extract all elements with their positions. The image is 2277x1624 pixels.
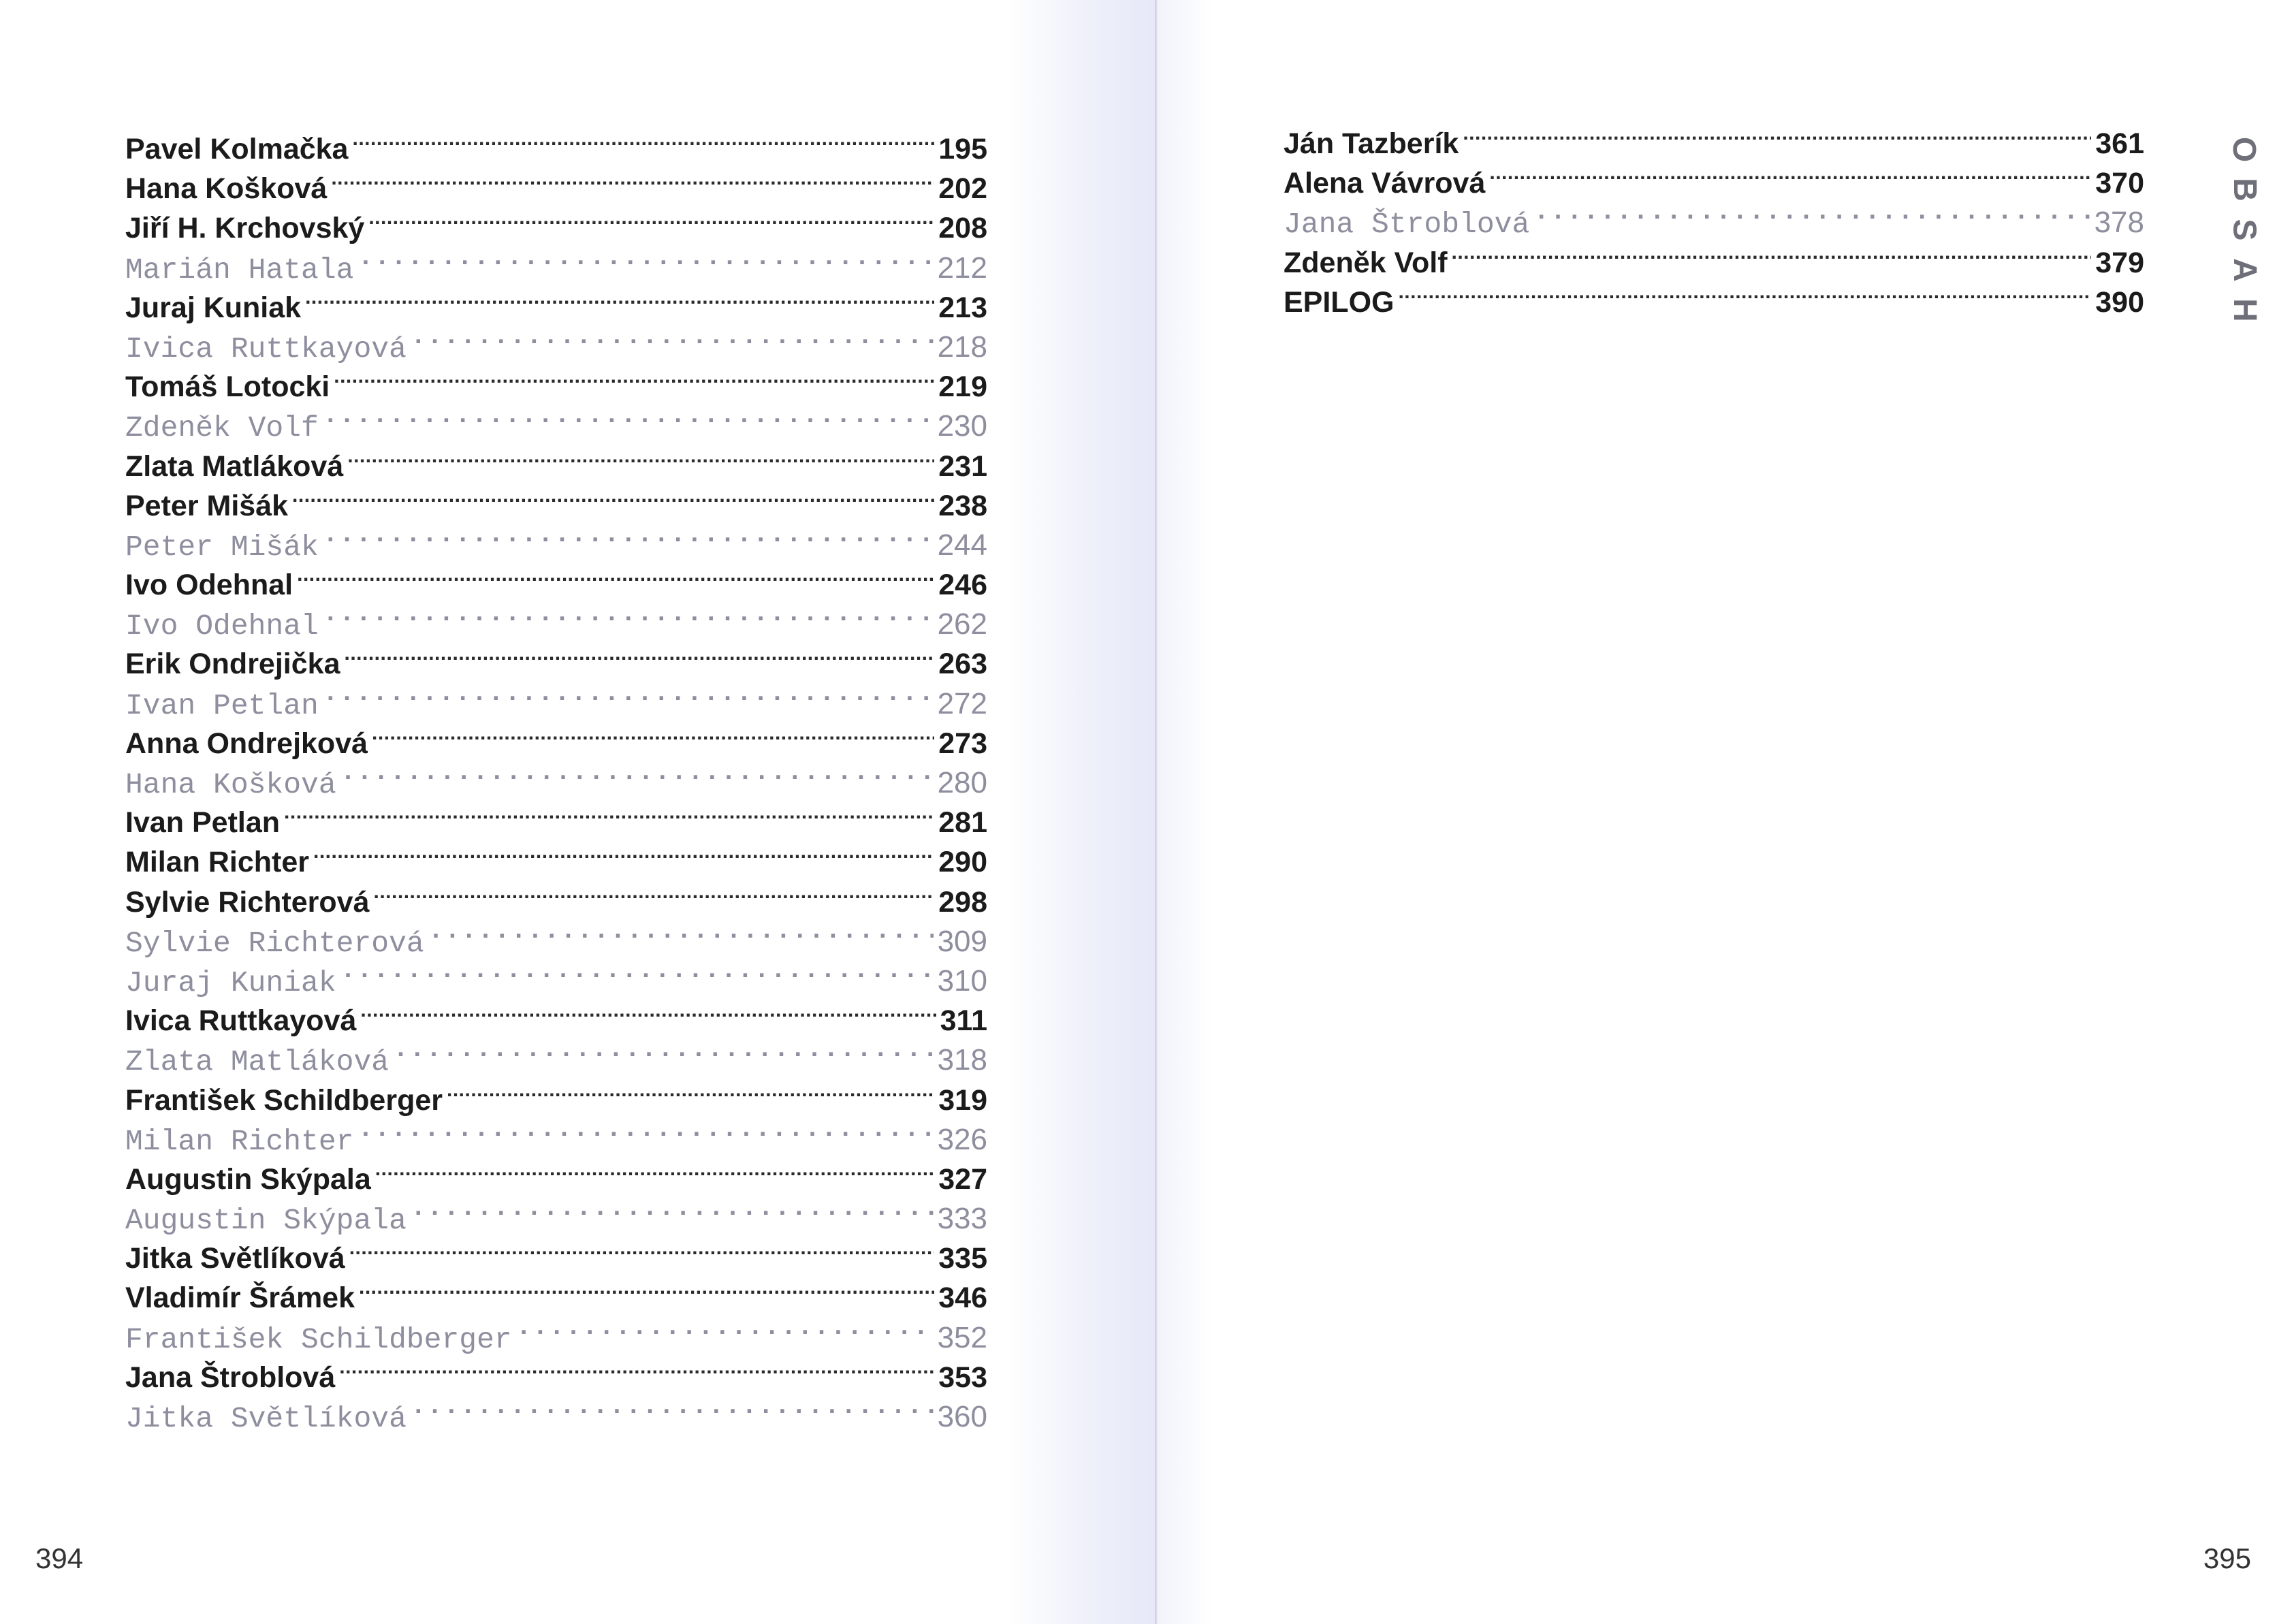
toc-entry-name: Marián Hatala — [125, 253, 354, 287]
toc-list-left — [125, 129, 987, 1437]
toc-entry-page-number: 195 — [938, 133, 987, 165]
toc-entry-page-number: 238 — [938, 489, 987, 522]
dot-leader — [347, 447, 934, 476]
dot-leader — [357, 1120, 933, 1149]
toc-entry — [125, 684, 987, 724]
toc-entry — [125, 367, 987, 407]
dot-leader — [323, 407, 934, 436]
toc-entry-name: EPILOG — [1284, 285, 1395, 319]
toc-entry — [125, 882, 987, 922]
toc-list-right — [1284, 124, 2144, 322]
toc-entry-name: Ivan Petlan — [125, 806, 281, 840]
toc-entry-page-number: 379 — [2095, 246, 2144, 279]
toc-entry-page-number: 378 — [2094, 206, 2144, 240]
title-letter: O — [2226, 136, 2263, 163]
toc-entry-name: Zdeněk Volf — [125, 411, 319, 445]
toc-entry-name: Augustin Skýpala — [125, 1162, 371, 1196]
dot-leader — [331, 169, 934, 198]
section-title-obsah — [2224, 129, 2265, 330]
toc-entry-name: Ivo Odehnal — [125, 569, 293, 602]
toc-entry — [125, 328, 987, 367]
toc-entry-page-number: 370 — [2095, 167, 2144, 200]
toc-entry-name: František Schildberger — [125, 1322, 512, 1356]
toc-entry-name: Ivan Petlan — [125, 688, 319, 722]
toc-entry — [125, 922, 987, 961]
dot-leader — [375, 1160, 934, 1189]
gutter-shadow — [1008, 0, 1158, 1624]
dot-leader — [411, 328, 934, 357]
toc-entry-page-number: 352 — [937, 1320, 987, 1354]
title-letter: H — [2226, 298, 2263, 322]
gutter-shadow — [1158, 0, 1212, 1624]
toc-entry-page-number: 230 — [937, 409, 987, 443]
toc-entry-name: Anna Ondrejková — [125, 727, 368, 760]
toc-entry-name: František Schildberger — [125, 1083, 443, 1117]
dot-leader — [292, 486, 934, 515]
toc-entry — [125, 724, 987, 763]
toc-entry-name: Erik Ondrejička — [125, 648, 340, 681]
dot-leader — [323, 526, 934, 555]
toc-entry-page-number: 318 — [937, 1043, 987, 1077]
toc-entry-page-number: 327 — [938, 1162, 987, 1196]
toc-entry-name: Ivo Odehnal — [125, 609, 319, 643]
toc-entry — [125, 1278, 987, 1318]
toc-entry — [125, 1001, 987, 1040]
dot-leader — [339, 1358, 934, 1387]
toc-entry — [125, 842, 987, 882]
toc-entry-name: Hana Košková — [125, 172, 328, 206]
toc-entry — [1284, 163, 2144, 203]
toc-entry — [125, 1358, 987, 1397]
toc-entry-name: Peter Mišák — [125, 489, 289, 522]
dot-leader — [352, 129, 934, 159]
dot-leader — [323, 684, 934, 714]
toc-entry-page-number: 390 — [2095, 285, 2144, 319]
toc-entry-page-number: 333 — [937, 1202, 987, 1236]
dot-leader — [323, 605, 934, 634]
toc-entry-name: Tomáš Lotocki — [125, 370, 330, 404]
toc-entry-page-number: 346 — [938, 1281, 987, 1315]
title-letter: S — [2226, 219, 2263, 241]
right-page — [1158, 0, 2277, 1624]
toc-entry — [125, 486, 987, 526]
toc-entry-page-number: 262 — [937, 607, 987, 641]
toc-entry — [125, 565, 987, 605]
toc-entry-name: Peter Mišák — [125, 530, 319, 564]
page-number-right: 395 — [2203, 1542, 2251, 1574]
toc-entry-name: Sylvie Richterová — [125, 926, 424, 960]
toc-entry-page-number: 311 — [940, 1004, 987, 1038]
toc-entry-name: Augustin Skýpala — [125, 1204, 407, 1238]
dot-leader — [374, 882, 935, 912]
dot-leader — [359, 1278, 934, 1307]
dot-leader — [345, 644, 935, 673]
toc-entry — [125, 803, 987, 842]
dot-leader — [305, 288, 934, 317]
toc-entry — [125, 288, 987, 328]
toc-entry-name: Juraj Kuniak — [125, 291, 302, 324]
toc-entry-page-number: 298 — [938, 885, 987, 919]
toc-entry — [125, 407, 987, 446]
toc-entry — [125, 961, 987, 1001]
toc-entry-name: Milan Richter — [125, 846, 309, 879]
dot-leader — [360, 1001, 936, 1030]
toc-entry-page-number: 231 — [938, 449, 987, 483]
toc-entry-name: Alena Vávrová — [1284, 167, 1486, 200]
dot-leader — [1452, 243, 2092, 272]
toc-entry — [125, 1318, 987, 1358]
toc-entry — [125, 605, 987, 644]
toc-entry-name: Juraj Kuniak — [125, 966, 336, 1000]
toc-entry-name: Zdeněk Volf — [1284, 246, 1448, 279]
toc-entry-name: Milan Richter — [125, 1124, 354, 1158]
toc-entry — [1284, 124, 2144, 163]
toc-entry-page-number: 326 — [937, 1122, 987, 1156]
toc-entry — [1284, 243, 2144, 283]
toc-entry — [125, 1160, 987, 1199]
toc-entry-name: Vladimír Šrámek — [125, 1281, 355, 1315]
toc-entry-name: Ivica Ruttkayová — [125, 332, 407, 366]
toc-entry-page-number: 335 — [938, 1242, 987, 1275]
title-letter: A — [2226, 258, 2263, 282]
toc-entry-name: Jana Štroblová — [1284, 208, 1530, 242]
toc-entry-name: Jitka Světlíková — [125, 1242, 345, 1275]
toc-entry-page-number: 202 — [938, 172, 987, 206]
toc-entry-name: Zlata Matláková — [125, 1045, 389, 1079]
dot-leader — [334, 367, 934, 396]
dot-leader — [516, 1318, 934, 1348]
toc-entry-page-number: 208 — [938, 212, 987, 245]
title-letter: B — [2226, 178, 2263, 202]
toc-entry-name: Ivica Ruttkayová — [125, 1004, 357, 1038]
dot-leader — [368, 208, 934, 238]
toc-entry-page-number: 219 — [938, 370, 987, 404]
dot-leader — [447, 1081, 934, 1110]
toc-entry-page-number: 218 — [937, 330, 987, 364]
page-number-left: 394 — [35, 1542, 84, 1574]
toc-entry — [125, 644, 987, 684]
dot-leader — [297, 565, 934, 594]
toc-entry-page-number: 309 — [937, 924, 987, 958]
dot-leader — [340, 763, 934, 793]
toc-entry — [125, 249, 987, 288]
toc-entry-page-number: 244 — [937, 528, 987, 562]
dot-leader — [313, 842, 934, 872]
toc-entry-page-number: 246 — [938, 569, 987, 602]
toc-entry-page-number: 353 — [938, 1360, 987, 1394]
toc-entry — [125, 208, 987, 248]
toc-entry-name: Ján Tazberík — [1284, 127, 1459, 160]
toc-entry-page-number: 319 — [938, 1083, 987, 1117]
toc-entry-page-number: 310 — [937, 964, 987, 998]
toc-entry — [125, 129, 987, 169]
toc-entry — [1284, 283, 2144, 322]
toc-entry-page-number: 263 — [938, 648, 987, 681]
dot-leader — [393, 1040, 934, 1070]
toc-entry — [125, 447, 987, 486]
toc-entry-name: Pavel Kolmačka — [125, 133, 349, 165]
toc-entry — [125, 1239, 987, 1278]
dot-leader — [1533, 203, 2090, 232]
toc-entry-page-number: 280 — [937, 766, 987, 799]
dot-leader — [1463, 124, 2091, 153]
toc-entry — [125, 1040, 987, 1080]
dot-leader — [357, 249, 933, 278]
toc-entry-page-number: 281 — [938, 806, 987, 840]
toc-entry-name: Zlata Matláková — [125, 449, 344, 483]
toc-entry-name: Jitka Světlíková — [125, 1402, 407, 1435]
toc-entry — [125, 1081, 987, 1120]
dot-leader — [349, 1239, 935, 1268]
toc-entry — [1284, 203, 2144, 242]
toc-entry-name: Hana Košková — [125, 768, 336, 801]
dot-leader — [1489, 163, 2091, 193]
toc-entry-page-number: 290 — [938, 846, 987, 879]
dot-leader — [372, 724, 934, 753]
toc-entry — [125, 763, 987, 803]
toc-entry-name: Jiří H. Krchovský — [125, 212, 365, 245]
toc-entry — [125, 1120, 987, 1160]
dot-leader — [340, 961, 934, 991]
toc-entry-name: Jana Štroblová — [125, 1360, 336, 1394]
dot-leader — [428, 922, 934, 951]
toc-entry — [125, 169, 987, 208]
dot-leader — [411, 1397, 934, 1427]
toc-entry-name: Sylvie Richterová — [125, 885, 370, 919]
toc-entry-page-number: 273 — [938, 727, 987, 760]
toc-entry-page-number: 213 — [938, 291, 987, 324]
dot-leader — [411, 1199, 934, 1228]
toc-entry — [125, 1199, 987, 1239]
toc-entry — [125, 1397, 987, 1437]
dot-leader — [1398, 283, 2091, 312]
toc-entry-page-number: 212 — [937, 251, 987, 285]
dot-leader — [284, 803, 934, 832]
toc-entry-page-number: 360 — [937, 1400, 987, 1433]
toc-entry-page-number: 272 — [937, 686, 987, 720]
toc-entry — [125, 526, 987, 565]
toc-entry-page-number: 361 — [2095, 127, 2144, 160]
